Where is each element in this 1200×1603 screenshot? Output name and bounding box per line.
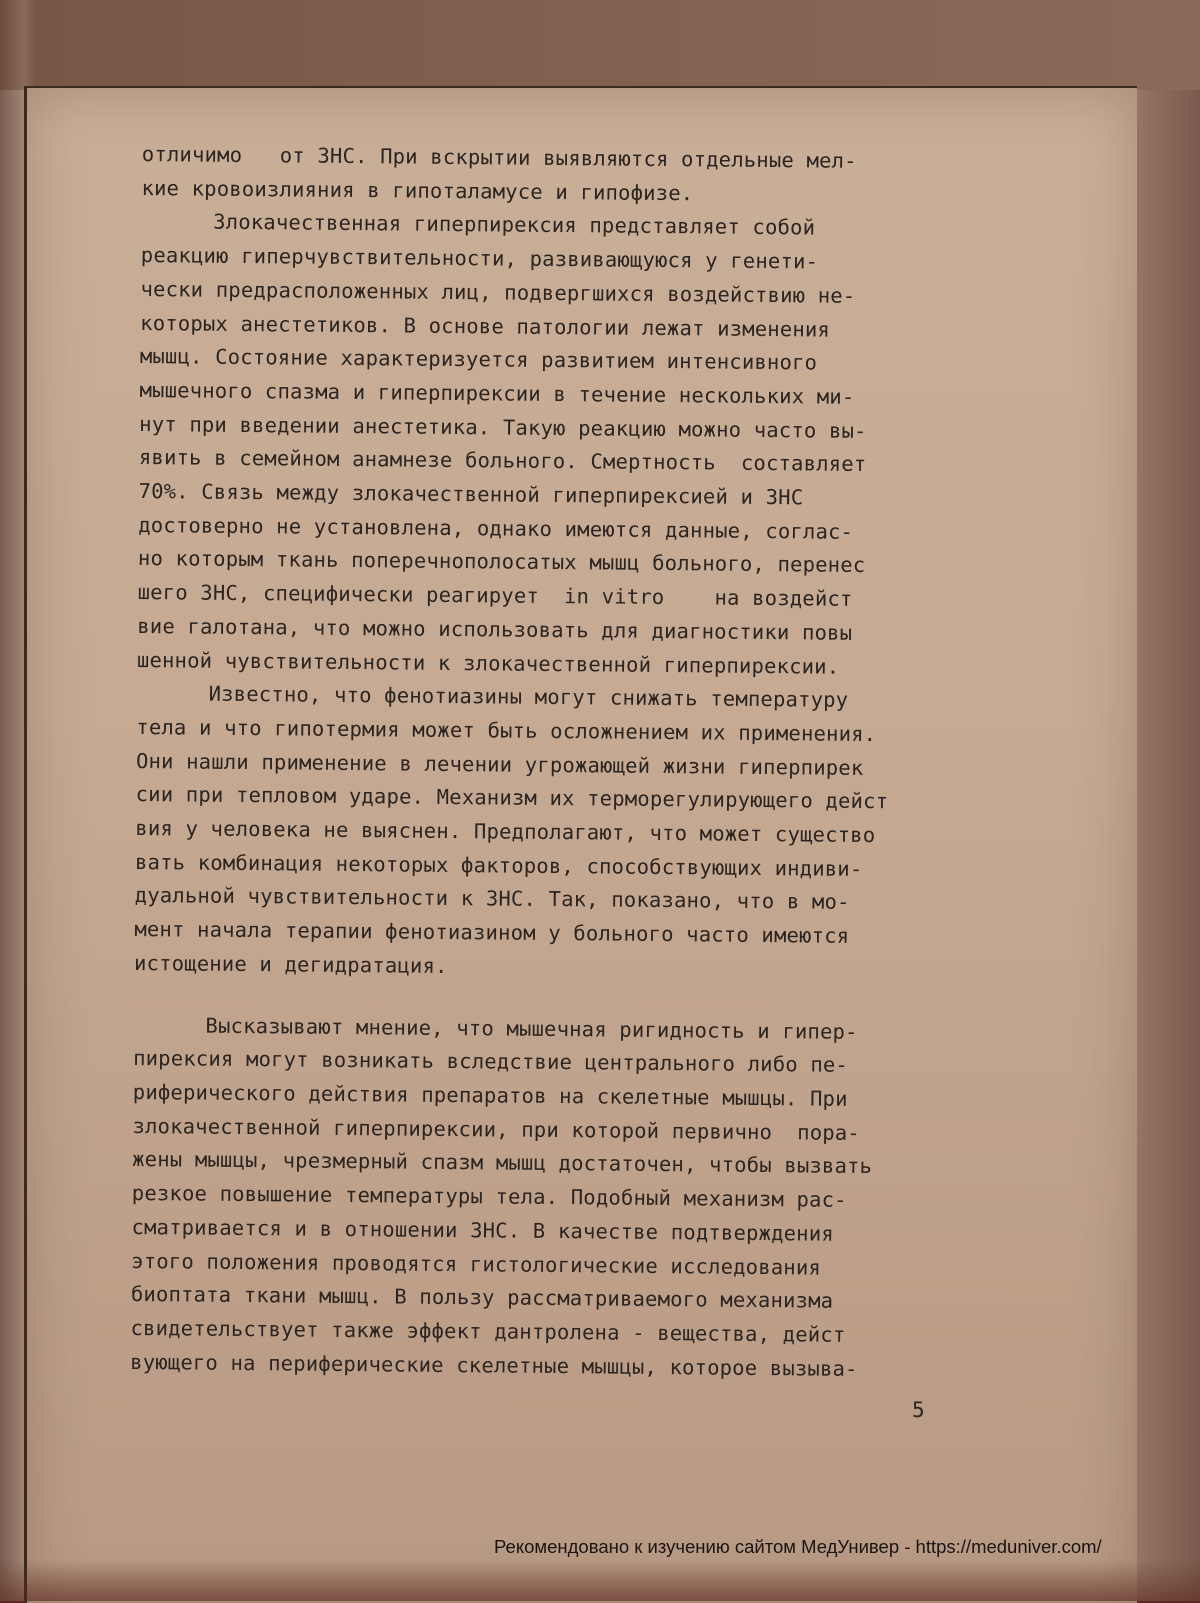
text-line: вать комбинация некоторых факторов, способствующих индиви- [134,849,863,881]
text-line: дуальной чувствительности к ЗНС. Так, показано, что в мо- [134,883,850,915]
text-line: вия у человека не выяснен. Предполагают, что может существо [135,816,876,848]
text-line: сии при тепловом ударе. Механизм их терморегулирующего дейст [135,782,889,814]
text-line: шего ЗНС, специфически реагирует in vitro на воздейст [137,580,853,611]
text-line: но которым ткань поперечнополосатых мышц больного, перенес [137,546,866,578]
text-line: достоверно не установлена, однако имеются данные, соглас- [138,512,854,544]
text-line: биоптата ткани мышц. В пользу рассматриваемого механизма [130,1282,834,1313]
text-line: шенной чувствительности к злокачественной гиперпирексии. [136,647,840,679]
text-line: злокачественной гиперпирексии, при которой первично пора- [132,1113,861,1145]
site-watermark: Рекомендовано к изучению сайтом МедУнивер - https://meduniver.com/ [494,1536,1102,1557]
text-line: мышц. Состояние характеризуется развитием интенсивного [139,344,818,375]
text-line: чески предрасположенных лиц, подвергшихся воздействию не- [140,276,856,308]
text-line: отличимо от ЗНС. При вскрытии выявляются отдельные мел- [141,141,857,173]
paragraph [130,1009,964,1388]
page-number: 5 [912,1398,925,1422]
text-line: резкое повышение температуры тела. Подобный механизм рас- [131,1181,847,1212]
text-line: нут при введении анестетика. Такую реакцию можно часто вы- [139,411,867,443]
text-line: мент начала терапии фенотиазином у больного часто имеются [134,917,850,948]
text-line: этого положения проводятся гистологические исследования [131,1248,822,1280]
text-line: 70%. Связь между злокачественной гиперпирексией и ЗНС [138,479,804,510]
paragraph [141,138,972,213]
text-line: вие галотана, что можно использовать для диагностики повы [137,613,853,645]
text-line: кие кровоизлияния в гипоталамусе и гипофизе. [141,175,694,205]
text-line: Они нашли применение в лечении угрожающей жизни гиперпирек [135,748,864,780]
text-line: Известно, что фенотиазины могут снижать температуру [208,681,849,713]
text-line: сматривается и в отношении ЗНС. В качестве подтверждения [131,1214,834,1246]
text-line: реакцию гиперчувствительности, развивающуюся у генети- [140,243,819,274]
text-line: свидетельствует также эффект дантролена - вещества, дейст [130,1315,846,1347]
text-line: мышечного спазма и гиперпирексии в течение нескольких ми- [139,377,855,409]
text-line: которых анестетиков. В основе патологии лежат изменения [140,310,831,342]
text-line: жены мышцы, чрезмерный спазм мышц достаточен, чтобы вызвать [132,1147,873,1179]
text-line: Высказывают мнение, что мышечная ригидность и гипер- [205,1013,858,1044]
text-line: Злокачественная гиперпирексия представляет собой [213,210,816,240]
page-body-text [130,138,972,1387]
text-line: явить в семейном анамнезе больного. Смертность составляет [138,445,867,477]
paragraph [137,205,971,685]
text-line: тела и что гипотермия может быть осложнением их применения. [136,714,877,747]
text-line: риферического действия препаратов на скелетные мышцы. При [132,1079,848,1111]
text-line: вующего на периферические скелетные мышцы, которое вызыва- [130,1349,858,1381]
page-bottom-shadow [0,1560,1200,1601]
text-line: истощение и дегидратация. [133,950,448,978]
paragraph [134,677,967,988]
text-line: пирексия могут возникать вследствие центрального либо пе- [133,1046,849,1078]
